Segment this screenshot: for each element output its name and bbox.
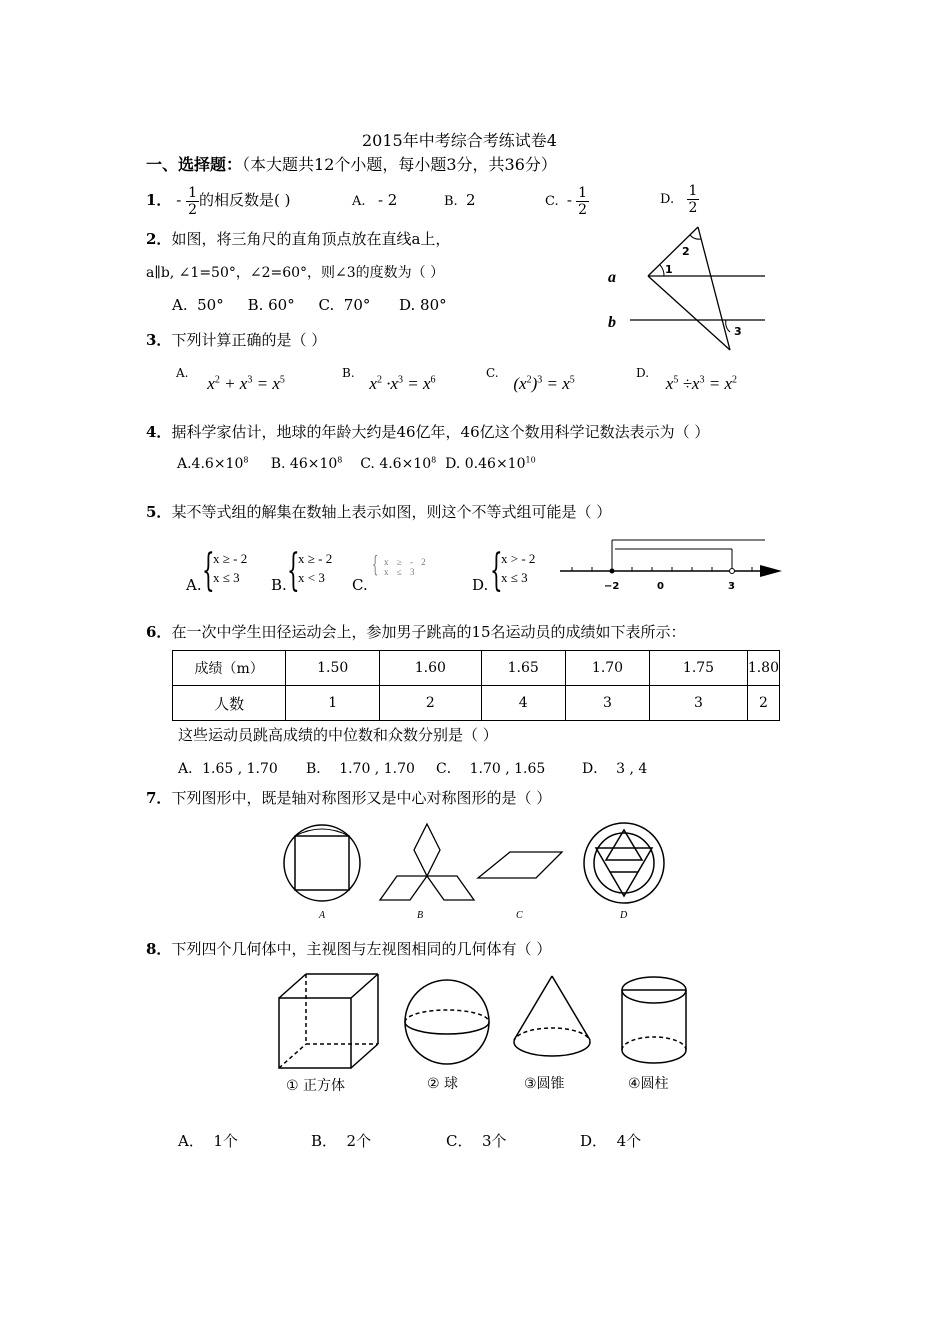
section-note: （本大题共12个小题，每小题3分，共36分） xyxy=(242,155,557,174)
table-cell: 1.60 xyxy=(380,651,481,686)
q7-text: 下列图形中，既是轴对称图形又是中心对称图形的是（ ） xyxy=(171,789,552,807)
q7-figures xyxy=(282,818,682,928)
q8-option-c[interactable]: C． 3个 xyxy=(446,1132,507,1150)
question-number: 2． xyxy=(146,230,172,248)
solid-label-sphere: ② 球 xyxy=(427,1076,459,1092)
q4-option-b[interactable]: B. $46\times 10^8$ xyxy=(270,455,343,472)
solid-label-cylinder: ④圆柱 xyxy=(628,1076,669,1092)
table-row xyxy=(173,686,780,721)
question-number: 5． xyxy=(146,503,172,521)
axis-label-0: 0 xyxy=(657,581,664,592)
question-number: 1． xyxy=(146,191,172,209)
table-cell: 4 xyxy=(481,686,565,721)
figure-c-label: C xyxy=(516,910,523,921)
axis-label-3: 3 xyxy=(728,581,735,592)
sphere-figure xyxy=(405,980,489,1064)
solid-label-cube: ① 正方体 xyxy=(286,1078,346,1094)
q1-option-b[interactable]: B. 2 xyxy=(444,191,476,209)
q5-text: 某不等式组的解集在数轴上表示如图，则这个不等式组可能是（ ） xyxy=(171,503,612,521)
table-cell: 1.80 xyxy=(747,651,779,686)
q1-option-a[interactable]: A. - 2 xyxy=(352,191,398,209)
q3-option-c[interactable]: $^{C.}$ $(x^2)^3 = x^5$ xyxy=(486,366,575,393)
question-4 xyxy=(146,421,709,442)
line-b-label: b xyxy=(608,314,616,331)
table-cell: 2 xyxy=(380,686,481,721)
question-2 xyxy=(146,228,450,249)
table-cell: 1.65 xyxy=(481,651,565,686)
q8-solids xyxy=(276,970,696,1100)
angle-2-label: 2 xyxy=(682,245,690,258)
table-cell: 2 xyxy=(747,686,779,721)
question-7 xyxy=(146,787,551,808)
table-cell: 1.70 xyxy=(565,651,649,686)
q3-option-d[interactable]: $^{D.}$ $x^5 \div x^3 = x^2$ xyxy=(636,366,738,393)
cylinder-figure xyxy=(622,977,686,1063)
q6-option-b[interactable]: B． 1.70 , 1.70 xyxy=(306,761,415,777)
line-a-label: a xyxy=(608,269,616,286)
solid-label-cone: ③圆锥 xyxy=(524,1076,565,1092)
q5-option-a[interactable]: A. { x ≥ - 2 x ≤ 3 xyxy=(186,545,248,596)
question-number: 6． xyxy=(146,623,172,641)
q5-option-c[interactable]: C. { x ≥ - 2 x ≤ 3 xyxy=(352,553,429,594)
score-table xyxy=(172,650,780,721)
figure-d[interactable] xyxy=(584,823,664,903)
q4-option-c[interactable]: C. $4.6\times 10^8$ xyxy=(360,455,437,472)
q4-option-d[interactable]: D. $0.46\times 10^{10}$ xyxy=(445,455,536,472)
q3-text: 下列计算正确的是（ ） xyxy=(171,331,327,349)
question-number: 8． xyxy=(146,940,172,958)
table-cell: 成绩（m） xyxy=(173,651,286,686)
q2-figure xyxy=(600,210,770,350)
q5-option-b[interactable]: B. { x ≥ - 2 x < 3 xyxy=(271,545,333,596)
q8-option-a[interactable]: A． 1个 xyxy=(178,1132,238,1150)
question-number: 4． xyxy=(146,423,172,441)
q4-text: 据科学家估计，地球的年龄大约是46亿年，46亿这个数用科学记数法表示为（ ） xyxy=(171,423,710,441)
q4-option-a[interactable]: $A.4.6\times 10^8$ xyxy=(177,455,249,472)
figure-b-label: B xyxy=(417,910,424,921)
angle-3-label: 3 xyxy=(734,325,742,338)
table-header-row xyxy=(173,651,780,686)
section-heading-label: 一、选择题： xyxy=(146,155,243,174)
section-heading xyxy=(146,152,557,175)
question-6 xyxy=(146,621,686,642)
q3-option-b[interactable]: $^{B.}$ $x^2 \cdot x^3 = x^6$ xyxy=(342,366,436,393)
table-cell: 3 xyxy=(565,686,649,721)
q2-options[interactable]: A. 50° B. 60° C. 70° D. 80° xyxy=(172,296,447,314)
q6-text: 在一次中学生田径运动会上，参加男子跳高的15名运动员的成绩如下表所示： xyxy=(171,623,686,641)
table-cell: 1.50 xyxy=(286,651,380,686)
q1-option-c[interactable]: C. - $\frac{1}{2}$ xyxy=(545,185,588,218)
figure-a-label: A xyxy=(319,910,326,921)
q5-number-line xyxy=(560,536,790,596)
question-5 xyxy=(146,501,611,522)
figure-b[interactable] xyxy=(380,824,474,900)
table-cell: 人数 xyxy=(173,686,286,721)
q6-option-a[interactable]: A．1.65 , 1.70 xyxy=(178,761,278,777)
q3-option-a[interactable]: $^{A.}$ $x^2 + x^3 = x^5$ xyxy=(176,366,285,393)
cube-figure xyxy=(279,974,378,1068)
q1-minus: - xyxy=(176,191,182,209)
q4-options xyxy=(177,455,536,472)
q8-option-d[interactable]: D． 4个 xyxy=(580,1132,642,1150)
q5-option-d[interactable]: D. { x > - 2 x ≤ 3 xyxy=(472,545,536,596)
q2-line1: 如图，将三角尺的直角顶点放在直线a上， xyxy=(171,230,451,248)
q1-text: 的相反数是( ) xyxy=(199,191,291,209)
page-title: 2015年中考综合考练试卷4 xyxy=(362,131,557,150)
question-number: 3． xyxy=(146,331,172,349)
table-cell: 1.75 xyxy=(650,651,748,686)
axis-label-minus-2: −2 xyxy=(604,581,620,592)
table-cell: 1 xyxy=(286,686,380,721)
figure-d-label: D xyxy=(620,910,628,921)
q1-option-d[interactable]: D. $\frac{1}{2}$ xyxy=(660,183,698,216)
q6-option-d[interactable]: D． 3 , 4 xyxy=(582,761,648,777)
table-cell: 3 xyxy=(650,686,748,721)
angle-1-label: 1 xyxy=(665,263,673,276)
q6-question: 这些运动员跳高成绩的中位数和众数分别是（ ） xyxy=(178,726,498,744)
q8-option-b[interactable]: B． 2个 xyxy=(311,1132,372,1150)
q6-option-c[interactable]: C． 1.70 , 1.65 xyxy=(436,761,546,777)
figure-a[interactable] xyxy=(284,825,360,901)
q2-line2: a∥b, ∠1=50°，∠2=60°，则∠3的度数为（ ） xyxy=(146,265,445,281)
cone-figure xyxy=(514,976,590,1056)
question-1 xyxy=(146,178,290,222)
question-3 xyxy=(146,329,326,350)
q8-text: 下列四个几何体中，主视图与左视图相同的几何体有（ ） xyxy=(171,940,552,958)
figure-c[interactable] xyxy=(478,852,562,878)
question-number: 7． xyxy=(146,789,172,807)
q1-fraction: $\frac{1}{2}$ xyxy=(188,184,197,218)
question-8 xyxy=(146,938,551,959)
